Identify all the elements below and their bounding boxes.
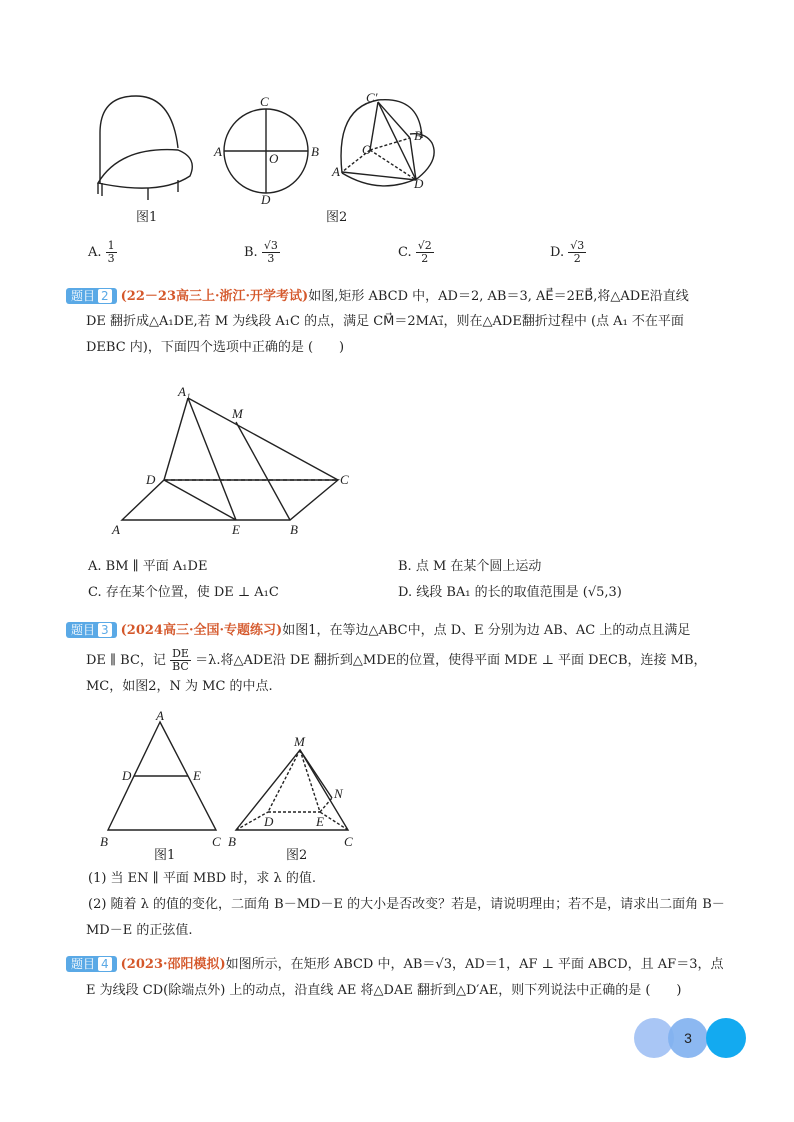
q3-label-B2: B — [228, 834, 236, 848]
page-badge-right-circle — [706, 1018, 746, 1058]
q2-label-A1: A₁ — [178, 384, 191, 399]
q4-tag: 题目 4 — [66, 956, 117, 972]
fig2b-label-D: D — [414, 176, 424, 191]
q2-option-c: C. 存在某个位置，使 DE ⊥ A₁C — [88, 585, 279, 600]
q3-sub2-line2: MD－E 的正弦值. — [86, 923, 193, 938]
figure-1-caption: 图1 — [136, 210, 158, 225]
q4-line2: E 为线段 CD(除端点外) 上的动点，沿直线 AE 将△DAE 翻折到△D′AE，则下列说法中正确的是 ( ) — [86, 983, 682, 998]
q2-label-B: B — [290, 522, 298, 537]
fig2b-label-B: B — [414, 128, 422, 143]
q4-header-line — [66, 954, 723, 976]
q3-figure-2-caption: 图2 — [286, 848, 308, 863]
fig2-label-C: C — [260, 94, 269, 109]
fig2-label-B: B — [311, 144, 319, 159]
q3-label-D2: D — [264, 814, 274, 829]
q3-figures — [96, 708, 366, 848]
q2-label-C: C — [340, 472, 349, 487]
q2-source: (22－23高三上·浙江·开学考试) — [120, 289, 309, 304]
q2-label-D: D — [146, 472, 156, 487]
q3-source: (2024高三·全国·专题练习) — [120, 623, 283, 638]
q3-sub2-line1: (2) 随着 λ 的值的变化，二面角 B－MD－E 的大小是否改变？若是，请说明理由；若不是，请求出二面角 B－ — [88, 897, 725, 912]
q2-option-b: B. 点 M 在某个圆上运动 — [398, 559, 542, 574]
q3-label-M: M — [294, 734, 305, 749]
q2-figure — [108, 382, 368, 542]
fig2-label-A: A — [214, 144, 222, 159]
q3-label-C: C — [212, 834, 221, 848]
q4-line1: 如图所示，在矩形 ABCD 中，AB＝√3，AD＝1，AF ⊥ 平面 ABCD，且 AF＝3，点 — [225, 957, 724, 972]
q3-label-C2: C — [344, 834, 353, 848]
q3-label-B: B — [100, 834, 108, 848]
q2-header-line — [66, 286, 689, 308]
q2-option-a: A. BM ∥ 平面 A₁DE — [88, 559, 208, 574]
q3-header-line — [66, 620, 690, 642]
q2-line3: DEBC 内)，下面四个选项中正确的是 ( ) — [86, 340, 345, 355]
q1-option-c: C. $\frac{√2}{2}$ — [398, 239, 432, 265]
fig2-label-D: D — [261, 192, 271, 207]
fig2b-label-O: O — [362, 142, 372, 157]
q3-label-A: A — [156, 708, 164, 723]
q2-label-A: A — [112, 522, 120, 537]
top-figures — [80, 88, 460, 218]
q4-source: (2023·邵阳模拟) — [120, 957, 226, 972]
q3-label-N: N — [334, 786, 343, 801]
q2-option-d: D. 线段 BA₁ 的长的取值范围是 (√5,3) — [398, 585, 622, 600]
q2-label-E: E — [232, 522, 240, 537]
page-number: 3 — [684, 1030, 692, 1046]
q3-label-E2: E — [316, 814, 324, 829]
q3-line1: 如图1，在等边△ABC中，点 D、E 分别为边 AB、AC 上的动点且满足 — [282, 623, 691, 638]
q1-option-b: B. $\frac{√3}{3}$ — [244, 239, 278, 265]
fig2b-label-C: C′ — [366, 90, 378, 105]
figure-2-caption: 图2 — [326, 210, 348, 225]
fig2-label-O: O — [269, 151, 279, 166]
q3-label-D: D — [122, 768, 132, 783]
q3-tag: 题目 3 — [66, 622, 117, 638]
q1-option-a: A. $\frac{1}{3}$ — [88, 239, 115, 265]
q2-tag: 题目 2 — [66, 288, 117, 304]
q2-line2: DE 翻折成△A₁DE,若 M 为线段 A₁C 的点，满足 CM⃗＝2MA₁⃗，则在△ADE翻折过程中 (点 A₁ 不在平面 — [86, 314, 684, 329]
q2-line1: 如图,矩形 ABCD 中，AD＝2, AB＝3, AE⃗＝2EB⃗,将△ADE沿直线 — [308, 289, 689, 304]
q1-option-d: D. $\frac{√3}{2}$ — [550, 239, 585, 265]
q3-figure-1-caption: 图1 — [154, 848, 176, 863]
fig2b-label-A: A — [332, 164, 340, 179]
q3-line2: DE ∥ BC，记 $\frac{DE}{BC}$ ＝λ.将△ADE沿 DE 翻折到△MDE的位置，使得平面 MDE ⊥ 平面 DECB，连接 MB， — [86, 647, 707, 673]
q3-sub1: (1) 当 EN ∥ 平面 MBD 时，求 λ 的值. — [88, 871, 317, 886]
q2-label-M: M — [232, 406, 243, 421]
q3-label-E: E — [193, 768, 201, 783]
q3-line3: MC，如图2，N 为 MC 的中点. — [86, 679, 273, 694]
figure-1-drawing — [98, 96, 192, 200]
figure-2-circle — [224, 109, 308, 193]
